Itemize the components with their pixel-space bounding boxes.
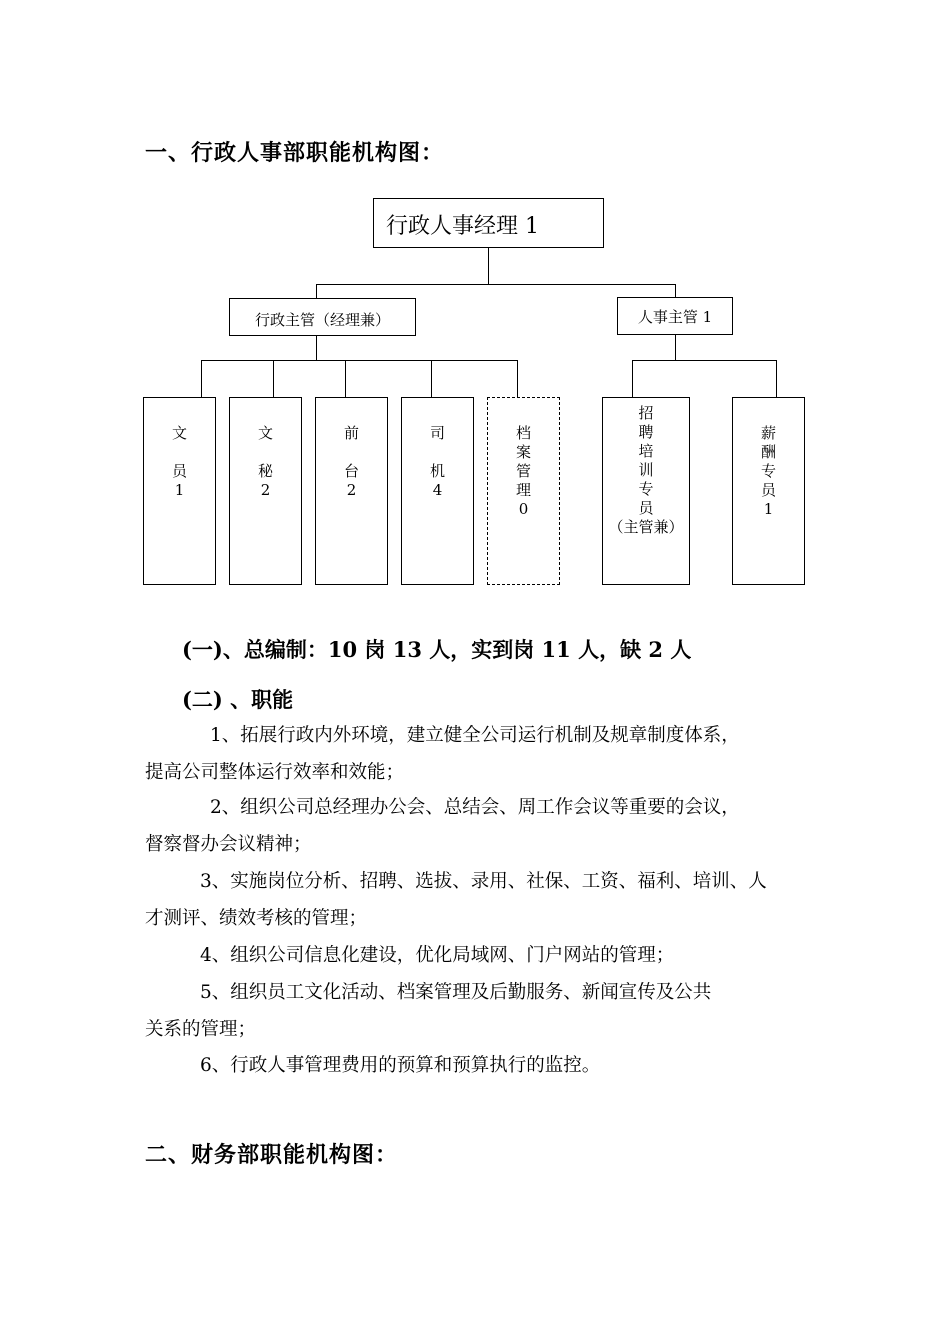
- connector: [316, 284, 675, 285]
- org-leaf-reception: [315, 397, 388, 585]
- connector: [632, 360, 776, 361]
- function-item-first-line: 2、组织公司总经理办公会、总结会、周工作会议等重要的会议，: [210, 797, 740, 818]
- org-node-admin-supervisor: [229, 298, 416, 336]
- org-leaf-label: 前 台 2: [343, 424, 359, 499]
- function-item: [145, 789, 825, 863]
- connector: [675, 335, 676, 361]
- org-leaf-clerk: [143, 397, 216, 585]
- connector: [201, 360, 202, 398]
- connector: [316, 336, 317, 361]
- functions-heading: (二) 、职能: [182, 687, 294, 712]
- connector: [431, 360, 432, 398]
- function-item: [145, 937, 825, 974]
- connector: [517, 360, 518, 398]
- org-leaf-label: 文 秘 2: [257, 424, 273, 499]
- function-item-first-line: 1、拓展行政内外环境，建立健全公司运行机制及规章制度体系，: [210, 725, 740, 746]
- org-leaf-driver: [401, 397, 474, 585]
- connector: [201, 360, 517, 361]
- function-item: [145, 1047, 825, 1084]
- function-item: [145, 717, 825, 791]
- function-item-rest: 才测评、绩效考核的管理；: [145, 908, 368, 929]
- connector: [776, 360, 777, 398]
- connector: [345, 360, 346, 398]
- org-node-manager: [373, 198, 604, 248]
- org-node-label: 行政人事经理 1: [386, 214, 539, 239]
- org-leaf-compensation: [732, 397, 805, 585]
- org-leaf-archives: [487, 397, 560, 585]
- connector: [316, 284, 317, 299]
- function-item-rest: 督察督办会议精神；: [145, 834, 312, 855]
- org-leaf-recruiting: [602, 397, 690, 585]
- function-item-rest: 关系的管理；: [145, 1019, 257, 1040]
- function-item-first-line: 4、组织公司信息化建设，优化局域网、门户网站的管理；: [200, 945, 675, 966]
- section-title: 二、财务部职能机构图：: [145, 1143, 399, 1168]
- section-title: 一、行政人事部职能机构图：: [145, 141, 445, 166]
- function-item-first-line: 5、组织员工文化活动、档案管理及后勤服务、新闻宣传及公共: [200, 982, 712, 1003]
- org-leaf-label: 招 聘 培 训 专 员 （主管兼）: [608, 404, 684, 536]
- function-item: [145, 974, 825, 1048]
- org-leaf-label: 司 机 4: [429, 424, 445, 499]
- org-leaf-label: 档 案 管 理 0: [515, 424, 531, 518]
- connector: [273, 360, 274, 398]
- org-leaf-secretary: [229, 397, 302, 585]
- connector: [632, 360, 633, 398]
- org-leaf-label: 文 员 1: [171, 424, 187, 499]
- connector: [488, 248, 489, 285]
- org-node-label: 行政主管（经理兼）: [254, 311, 390, 329]
- org-leaf-label: 薪 酬 专 员 1: [760, 424, 776, 518]
- staffing-summary: (一)、总编制：10 岗 13 人，实到岗 11 人，缺 2 人: [182, 637, 692, 662]
- org-node-hr-supervisor: [617, 297, 733, 335]
- function-item-first-line: 6、行政人事管理费用的预算和预算执行的监控。: [200, 1055, 601, 1076]
- org-node-label: 人事主管 1: [637, 308, 713, 326]
- function-item-first-line: 3、实施岗位分析、招聘、选拔、录用、社保、工资、福利、培训、人: [200, 871, 767, 892]
- function-item: [145, 863, 825, 937]
- function-item-rest: 提高公司整体运行效率和效能；: [145, 762, 405, 783]
